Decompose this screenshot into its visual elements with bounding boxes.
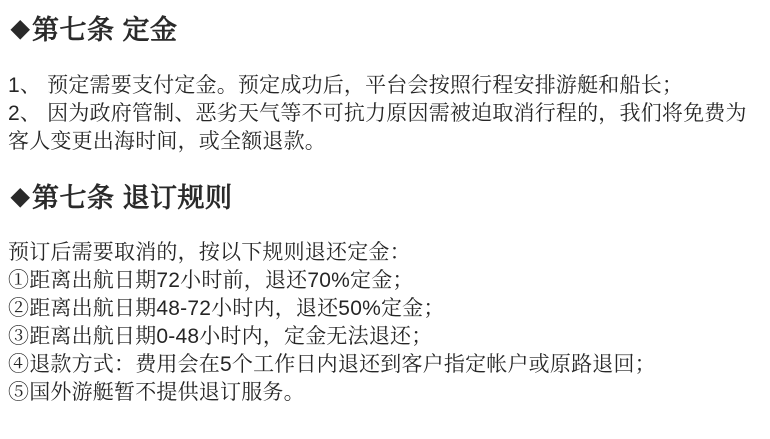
deposit-clause-1: 1、 预定需要支付定金。预定成功后，平台会按照行程安排游艇和船长； xyxy=(8,74,684,97)
section-deposit-heading xyxy=(8,13,762,47)
section-refund-heading-text: 第七条 退订规则 xyxy=(31,183,233,213)
section-refund-heading xyxy=(8,181,762,215)
diamond-bullet-icon: ◆ xyxy=(11,183,30,210)
deposit-clause-2: 2、 因为政府管制、恶劣天气等不可抗力原因需被迫取消行程的，我们将免费为客人变更出海时间，或全额退款。 xyxy=(8,102,747,153)
section-deposit xyxy=(8,13,762,156)
diamond-bullet-icon: ◆ xyxy=(11,15,30,42)
section-refund-rules xyxy=(8,181,762,407)
refund-rule-1: ①距离出航日期72小时前，退还70%定金； xyxy=(8,269,414,292)
section-deposit-heading-text: 第七条 定金 xyxy=(31,15,178,45)
refund-rule-3: ③距离出航日期0-48小时内，定金无法退还； xyxy=(8,325,433,348)
refund-rule-4: ④退款方式：费用会在5个工作日内退还到客户指定帐户或原路退回； xyxy=(8,353,656,376)
refund-rule-2: ②距离出航日期48-72小时内，退还50%定金； xyxy=(8,297,445,320)
refund-rule-5: ⑤国外游艇暂不提供退订服务。 xyxy=(8,381,305,404)
refund-intro: 预订后需要取消的，按以下规则退还定金： xyxy=(8,241,411,264)
